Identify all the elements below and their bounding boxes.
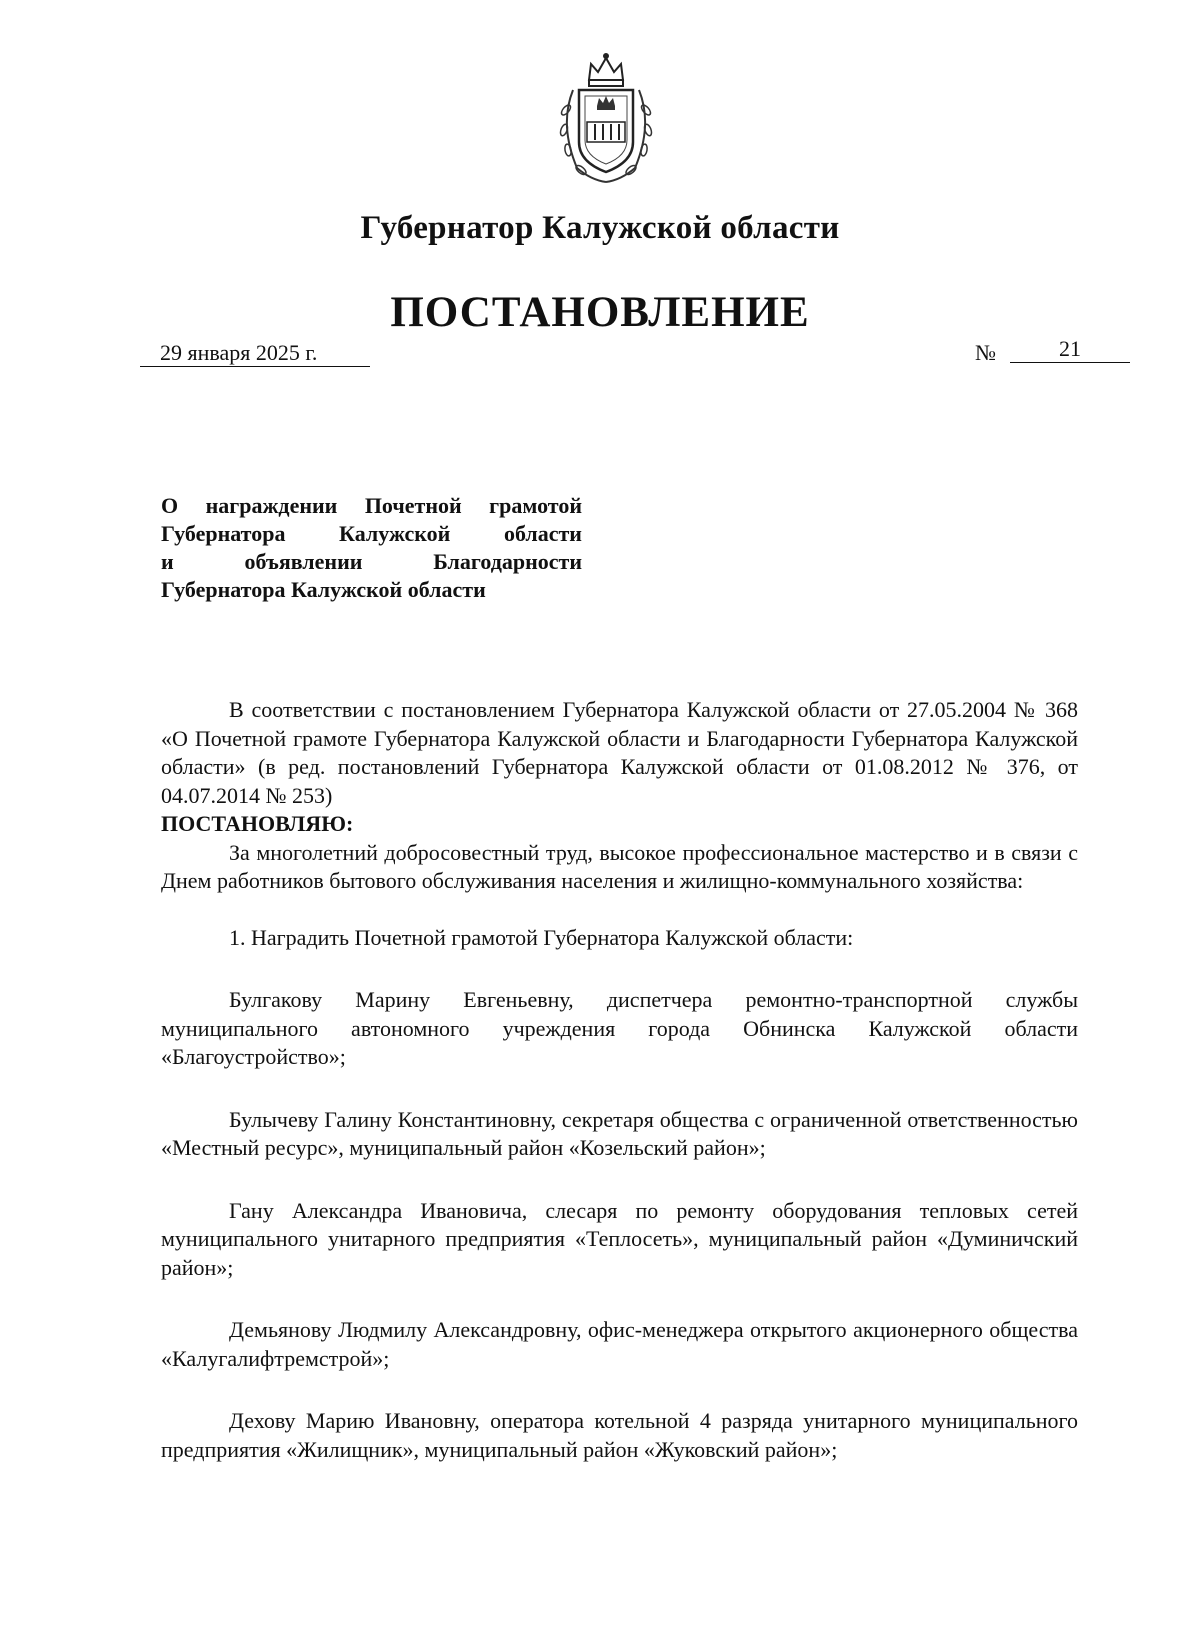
awardee-paragraph: Гану Александра Ивановича, слесаря по ремонту оборудования тепловых сетей муниципального унитарного предприятия «Теплосеть», муниципальный район «Думиничский район»; [161, 1197, 1078, 1280]
awardee-paragraph: Демьянову Людмилу Александровну, офис-менеджера открытого акционерного общества «Калугалифтремстрой»; [161, 1317, 1078, 1371]
awardee-paragraph: Булгакову Марину Евгеньевну, диспетчера ремонтно-транспортной службы муниципального автономного учреждения города Обнинска Калужской области «Благоустройство»; [161, 987, 1078, 1069]
number-label: № [975, 340, 996, 365]
awardee-paragraph: Булычеву Галину Константиновну, секретаря общества с ограниченной ответственностью «Местный ресурс», муниципальный район «Козельский район»; [161, 1106, 1078, 1160]
subject-line: О награждении Почетной грамотой [161, 493, 582, 518]
preamble-paragraph: В соответствии с постановлением Губернатора Калужской области от 27.05.2004 № 368 «О Почетной грамоте Губернатора Калужской области и Благодарности Губернатора Калужской области» (в ред. постановлений Губернатора Калужской области от 01.08.2012 № 376, от 04.07.2014 № 253) [161, 697, 1078, 808]
subject-line: и объявлении Благодарности [161, 549, 582, 574]
document-date: 29 января 2025 г. [140, 340, 370, 367]
document-body [161, 696, 1078, 1464]
reason-paragraph: За многолетний добросовестный труд, высокое профессиональное мастерство и в связи с Днем работников бытового обслуживания населения и жилищно-коммунального хозяйства: [161, 839, 1078, 893]
subject-line: Губернатора Калужской области [161, 577, 486, 602]
item-1-heading: 1. Наградить Почетной грамотой Губернатора Калужской области: [229, 924, 854, 950]
document-subject [161, 492, 582, 604]
decree-word: ПОСТАНОВЛЯЮ: [161, 811, 354, 836]
subject-line: Губернатора Калужской области [161, 521, 582, 546]
coat-of-arms-icon [551, 50, 661, 185]
issuing-authority: Губернатор Калужской области [360, 210, 840, 246]
document-type: ПОСТАНОВЛЕНИЕ [390, 289, 810, 336]
document-number: 21 [1010, 336, 1130, 363]
awardee-paragraph: Дехову Марию Ивановну, оператора котельной 4 разряда унитарного муниципального предприятия «Жилищник», муниципальный район «Жуковский район»; [161, 1408, 1078, 1462]
